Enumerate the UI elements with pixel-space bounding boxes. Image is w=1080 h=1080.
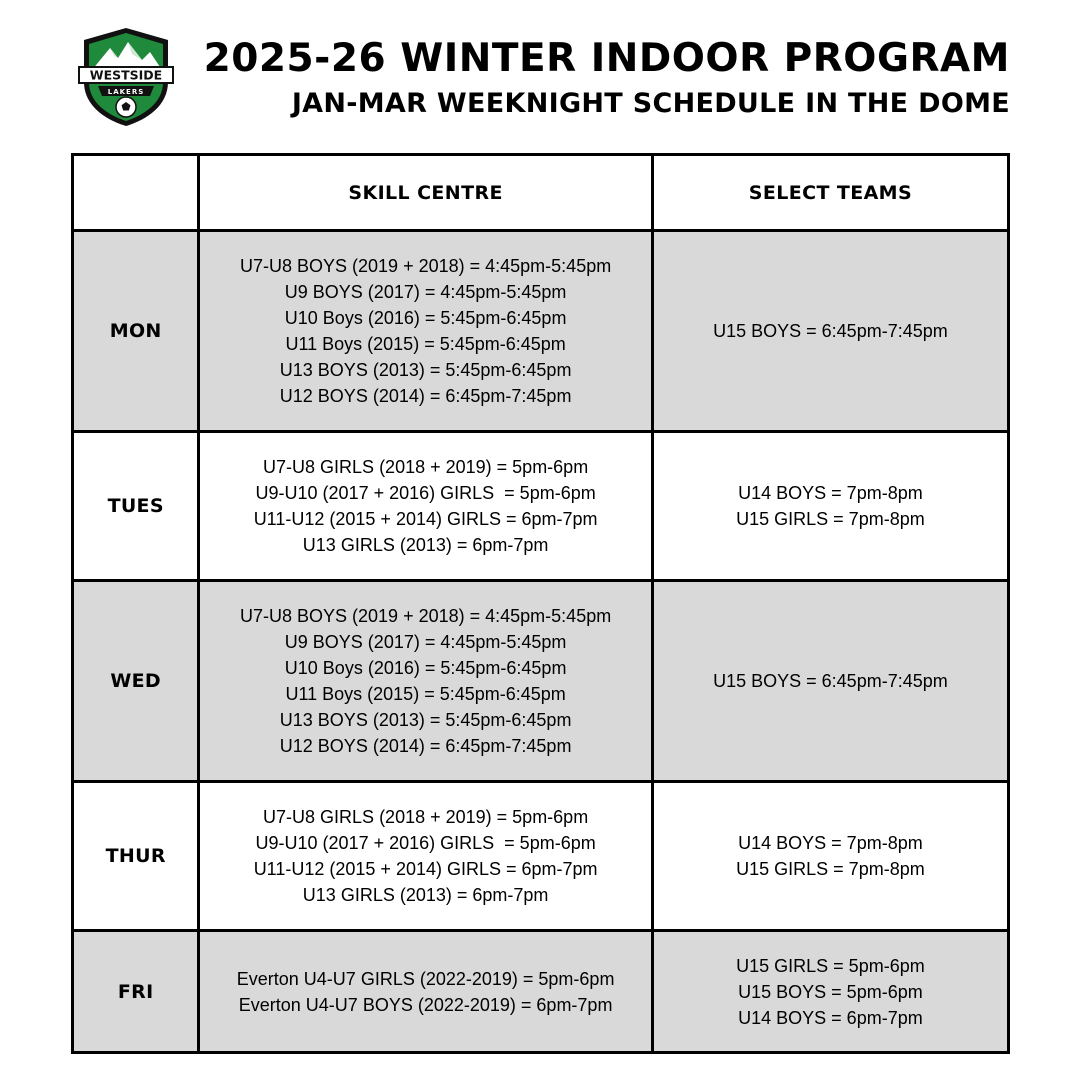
schedule-line: U7-U8 BOYS (2019 + 2018) = 4:45pm-5:45pm [240, 606, 612, 626]
schedule-line: Everton U4-U7 BOYS (2022-2019) = 6pm-7pm [238, 994, 613, 1015]
schedule-line: U11 Boys (2015) = 5:45pm-6:45pm [285, 334, 566, 354]
schedule-line: U7-U8 GIRLS (2018 + 2019) = 5pm-6pm [263, 807, 589, 827]
schedule-line: U14 BOYS = 7pm-8pm [738, 833, 923, 853]
schedule-line: U14 BOYS = 6pm-7pm [738, 1007, 923, 1028]
day-cell: FRI [73, 931, 199, 1053]
schedule-line: U11 Boys (2015) = 5:45pm-6:45pm [285, 684, 566, 704]
page-title: 2025-26 WINTER INDOOR PROGRAM [203, 36, 1010, 81]
day-cell: MON [73, 231, 199, 432]
schedule-line: U13 GIRLS (2013) = 6pm-7pm [302, 885, 549, 905]
schedule-line: U7-U8 BOYS (2019 + 2018) = 4:45pm-5:45pm [240, 256, 612, 276]
schedule-line: U12 BOYS (2014) = 6:45pm-7:45pm [279, 386, 572, 406]
schedule-line: Everton U4-U7 GIRLS (2022-2019) = 5pm-6pm [236, 968, 615, 989]
schedule-line: U9-U10 (2017 + 2016) GIRLS = 5pm-6pm [255, 833, 596, 853]
table-row [73, 432, 1009, 581]
header-row [73, 155, 1009, 231]
schedule-line: U15 BOYS = 6:45pm-7:45pm [713, 671, 948, 691]
schedule-line: U10 Boys (2016) = 5:45pm-6:45pm [284, 658, 567, 678]
schedule-line: U9 BOYS (2017) = 4:45pm-5:45pm [284, 632, 567, 652]
select-teams-cell [652, 231, 1008, 432]
logo-text-main: WESTSIDE [89, 67, 163, 83]
table-row [73, 931, 1009, 1053]
schedule-line: U15 BOYS = 5pm-6pm [738, 981, 923, 1002]
skill-centre-cell [199, 432, 652, 581]
schedule-line: U13 BOYS (2013) = 5:45pm-6:45pm [279, 710, 572, 730]
schedule-line: U15 BOYS = 6:45pm-7:45pm [713, 321, 948, 341]
skill-centre-cell [199, 782, 652, 931]
day-cell: TUES [73, 432, 199, 581]
table-row [73, 231, 1009, 432]
skill-centre-cell [199, 581, 652, 782]
skill-centre-cell [199, 231, 652, 432]
schedule-line: U10 Boys (2016) = 5:45pm-6:45pm [284, 308, 567, 328]
select-teams-cell [652, 581, 1008, 782]
header-day [73, 155, 199, 231]
header-select-teams: SELECT TEAMS [652, 155, 1008, 231]
day-cell: THUR [73, 782, 199, 931]
schedule-line: U14 BOYS = 7pm-8pm [738, 483, 923, 503]
table-row [73, 581, 1009, 782]
schedule-line: U11-U12 (2015 + 2014) GIRLS = 6pm-7pm [253, 859, 598, 879]
westside-lakers-crest-icon [76, 26, 176, 128]
schedule-line: U12 BOYS (2014) = 6:45pm-7:45pm [279, 736, 572, 756]
header-skill-centre: SKILL CENTRE [199, 155, 652, 231]
schedule-line: U11-U12 (2015 + 2014) GIRLS = 6pm-7pm [253, 509, 598, 529]
day-cell: WED [73, 581, 199, 782]
schedule-line: U13 BOYS (2013) = 5:45pm-6:45pm [279, 360, 572, 380]
table-row [73, 782, 1009, 931]
logo-text-sub: LAKERS [107, 88, 145, 96]
schedule-line: U15 GIRLS = 7pm-8pm [736, 509, 925, 529]
schedule-line: U15 GIRLS = 7pm-8pm [736, 859, 925, 879]
select-teams-cell [652, 931, 1008, 1053]
schedule-line: U9-U10 (2017 + 2016) GIRLS = 5pm-6pm [255, 483, 596, 503]
select-teams-cell [652, 782, 1008, 931]
skill-centre-cell [199, 931, 652, 1053]
select-teams-cell [652, 432, 1008, 581]
schedule-line: U15 GIRLS = 5pm-6pm [736, 955, 925, 976]
schedule-line: U7-U8 GIRLS (2018 + 2019) = 5pm-6pm [263, 457, 589, 477]
schedule-table [71, 153, 1010, 1054]
page-subtitle: JAN-MAR WEEKNIGHT SCHEDULE IN THE DOME [291, 88, 1010, 119]
schedule-line: U13 GIRLS (2013) = 6pm-7pm [302, 535, 549, 555]
schedule-line: U9 BOYS (2017) = 4:45pm-5:45pm [284, 282, 567, 302]
